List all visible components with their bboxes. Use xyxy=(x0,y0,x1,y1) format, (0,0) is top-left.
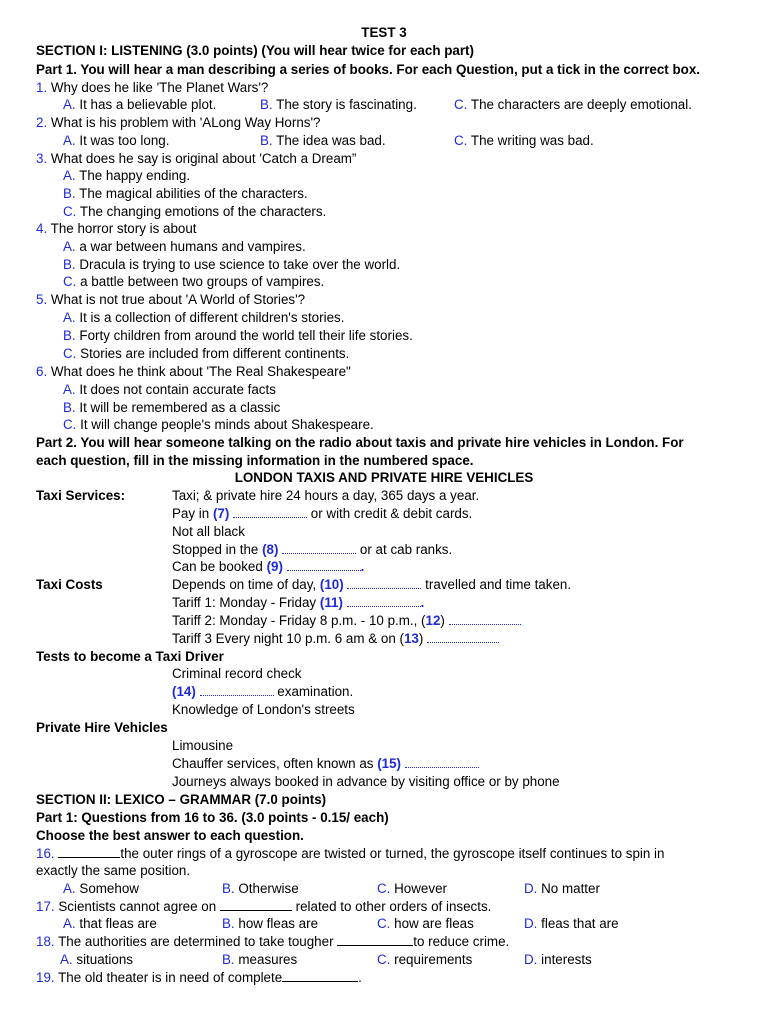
option-text: It does not contain accurate facts xyxy=(79,382,276,397)
blank-7-field[interactable] xyxy=(233,507,307,518)
part2-heading-line2: each question, fill in the missing information in the numbered space. xyxy=(36,453,474,468)
question-text: The old theater is in need of complete xyxy=(58,970,283,985)
part2-heading-line1: Part 2. You will hear someone talking on the radio about taxis and private hire vehicles in London. For xyxy=(36,435,684,450)
blank-9-field[interactable] xyxy=(287,560,361,571)
option-letter: C. xyxy=(63,346,77,361)
blank-number-10: (10) xyxy=(319,577,344,592)
taxi-services-line1: Taxi; & private hire 24 hours a day, 365 days a year. xyxy=(172,488,480,503)
option-text: Otherwise xyxy=(238,881,299,896)
option-16c[interactable] xyxy=(377,880,447,897)
question-text: related to other orders of insects. xyxy=(291,899,492,914)
blank-number-15: (15) xyxy=(377,756,402,771)
private-hire-line1: Limousine xyxy=(172,738,234,753)
blank-16-field[interactable] xyxy=(58,846,120,858)
text: or with credit & debit cards. xyxy=(307,506,473,521)
option-18a[interactable] xyxy=(60,951,133,968)
question-6 xyxy=(36,363,351,380)
option-letter: B. xyxy=(222,916,235,931)
option-text: a war between humans and vampires. xyxy=(79,239,306,254)
option-17d[interactable] xyxy=(524,915,619,932)
question-number: 6. xyxy=(36,364,48,379)
option-4c[interactable] xyxy=(63,273,324,290)
option-text: However xyxy=(394,881,447,896)
option-text: The writing was bad. xyxy=(470,133,594,148)
blank-14-line xyxy=(172,683,353,700)
blank-8-field[interactable] xyxy=(282,543,356,554)
option-4b[interactable] xyxy=(63,256,400,273)
option-letter: B. xyxy=(222,881,235,896)
blank-number-14: (14) xyxy=(172,684,196,699)
blank-10-line xyxy=(172,576,571,593)
option-letter: A. xyxy=(63,310,76,325)
question-16-cont: exactly the same position. xyxy=(36,863,191,878)
text: Pay in xyxy=(172,506,213,521)
option-16b[interactable] xyxy=(222,880,299,897)
question-number: 5. xyxy=(36,292,48,307)
blank-number-7: (7) xyxy=(212,506,230,521)
question-2 xyxy=(36,114,320,131)
text: examination. xyxy=(277,684,354,699)
question-18 xyxy=(36,933,509,950)
question-3 xyxy=(36,150,356,167)
blank-14-field[interactable] xyxy=(200,685,274,696)
text: Stopped in the xyxy=(172,542,263,557)
question-number: 2. xyxy=(36,115,48,130)
blank-19-field[interactable] xyxy=(282,970,358,982)
question-17 xyxy=(36,898,491,915)
text: travelled and time taken. xyxy=(421,577,572,592)
question-number: 4. xyxy=(36,221,48,236)
option-16d[interactable] xyxy=(524,880,600,897)
option-letter: A. xyxy=(63,97,76,112)
option-text: The idea was bad. xyxy=(276,133,386,148)
option-text: fleas that are xyxy=(541,916,619,931)
question-number: 1. xyxy=(36,80,48,95)
option-text: Dracula is trying to use science to take over the world. xyxy=(79,257,401,272)
option-text: It was too long. xyxy=(79,133,170,148)
option-letter: A. xyxy=(63,239,76,254)
option-letter: C. xyxy=(63,417,77,432)
option-text: The changing emotions of the characters. xyxy=(79,204,327,219)
option-text: measures xyxy=(238,952,298,967)
tests-line3: Knowledge of London's streets xyxy=(172,702,355,717)
option-6c[interactable] xyxy=(63,416,374,433)
option-letter: C. xyxy=(377,881,391,896)
question-1 xyxy=(36,79,268,96)
option-18b[interactable] xyxy=(222,951,297,968)
option-letter: B. xyxy=(222,952,235,967)
option-text: that fleas are xyxy=(79,916,157,931)
section1-heading: SECTION I: LISTENING (3.0 points) (You will hear twice for each part) xyxy=(36,43,474,58)
option-18c[interactable] xyxy=(377,951,472,968)
text: Can be booked xyxy=(172,559,267,574)
blank-12-line xyxy=(172,612,521,629)
blank-13-line xyxy=(172,630,499,647)
blank-number-11: (11) xyxy=(319,595,343,610)
option-letter: B. xyxy=(63,186,76,201)
option-text: The happy ending. xyxy=(79,168,191,183)
option-letter: A. xyxy=(63,881,76,896)
blank-13-field[interactable] xyxy=(427,632,499,643)
option-text: situations xyxy=(76,952,133,967)
option-17b[interactable] xyxy=(222,915,318,932)
option-5a[interactable] xyxy=(63,309,344,326)
question-5 xyxy=(36,291,305,308)
option-letter: A. xyxy=(63,168,76,183)
option-18d[interactable] xyxy=(524,951,592,968)
blank-number-9: (9) xyxy=(266,559,283,574)
option-letter: C. xyxy=(454,133,468,148)
text: Depends on time of day, xyxy=(172,577,320,592)
option-text: It will change people's minds about Shakespeare. xyxy=(80,417,374,432)
option-text: requirements xyxy=(394,952,473,967)
option-6a[interactable] xyxy=(63,381,276,398)
question-16 xyxy=(36,845,664,862)
option-letter: D. xyxy=(524,881,538,896)
table-title: LONDON TAXIS AND PRIVATE HIRE VEHICLES xyxy=(234,470,534,485)
blank-number-13: 13 xyxy=(403,631,419,646)
option-letter: D. xyxy=(524,916,538,931)
option-4a[interactable] xyxy=(63,238,306,255)
text: Tariff 2: Monday - Friday 8 p.m. - 10 p.m., ( xyxy=(172,613,426,628)
option-1c[interactable] xyxy=(454,96,692,113)
tests-label: Tests to become a Taxi Driver xyxy=(36,649,224,664)
private-hire-line3: Journeys always booked in advance by visiting office or by phone xyxy=(172,774,560,789)
section2-part1-heading: Part 1: Questions from 16 to 36. (3.0 points - 0.15/ each) xyxy=(36,810,389,825)
blank-17-field[interactable] xyxy=(220,899,292,911)
question-number: 17. xyxy=(36,899,55,914)
option-letter: C. xyxy=(63,204,77,219)
taxi-costs-label: Taxi Costs xyxy=(36,577,103,592)
blank-10-field[interactable] xyxy=(347,578,421,589)
blank-11-field[interactable] xyxy=(347,596,421,607)
section2-instruction: Choose the best answer to each question. xyxy=(36,828,304,843)
question-text: the outer rings of a gyroscope are twisted or turned, the gyroscope itself continues to spin in xyxy=(120,846,665,861)
option-3b[interactable] xyxy=(63,185,308,202)
option-letter: B. xyxy=(260,133,273,148)
question-text: The horror story is about xyxy=(50,221,197,236)
tests-line1: Criminal record check xyxy=(172,666,302,681)
blank-15-field[interactable] xyxy=(405,757,479,768)
option-letter: D. xyxy=(524,952,538,967)
option-letter: A. xyxy=(60,952,73,967)
question-text: . xyxy=(358,970,362,985)
text: ) xyxy=(440,613,445,628)
option-17a[interactable] xyxy=(63,915,157,932)
option-letter: A. xyxy=(63,382,76,397)
option-text: how fleas are xyxy=(238,916,319,931)
option-text: It is a collection of different children's stories. xyxy=(79,310,345,325)
option-text: It has a believable plot. xyxy=(79,97,217,112)
blank-15-line xyxy=(172,755,479,772)
option-letter: A. xyxy=(63,916,76,931)
text: Chauffer services, often known as xyxy=(172,756,378,771)
text: ) xyxy=(418,631,424,646)
part1-heading: Part 1. You will hear a man describing a series of books. For each Question, put a tick in the correct box. xyxy=(36,62,701,77)
option-3a[interactable] xyxy=(63,167,190,184)
option-text: Stories are included from different continents. xyxy=(80,346,350,361)
option-text: The characters are deeply emotional. xyxy=(470,97,692,112)
option-1a[interactable] xyxy=(63,96,216,113)
blank-8-line xyxy=(172,541,452,558)
text: . xyxy=(360,559,365,574)
option-16a[interactable] xyxy=(63,880,139,897)
question-number: 3. xyxy=(36,151,48,166)
question-number: 18. xyxy=(36,934,55,949)
text: or at cab ranks. xyxy=(356,542,453,557)
option-6b[interactable] xyxy=(63,399,280,416)
option-letter: C. xyxy=(377,952,391,967)
question-text: What is not true about 'A World of Stories'? xyxy=(50,292,306,307)
taxi-services-label: Taxi Services: xyxy=(36,488,126,503)
blank-number-12: 12 xyxy=(425,613,441,628)
option-text: No matter xyxy=(541,881,600,896)
option-letter: C. xyxy=(377,916,391,931)
option-3c[interactable] xyxy=(63,203,326,220)
option-1b[interactable] xyxy=(260,96,417,113)
blank-18-field[interactable] xyxy=(337,934,413,946)
question-19 xyxy=(36,969,362,986)
option-letter: B. xyxy=(260,97,273,112)
option-letter: A. xyxy=(63,133,76,148)
option-17c[interactable] xyxy=(377,915,474,932)
option-text: interests xyxy=(541,952,592,967)
question-text: The authorities are determined to take tougher xyxy=(58,934,338,949)
option-2b[interactable] xyxy=(260,132,386,149)
taxi-services-line3: Not all black xyxy=(172,524,245,539)
option-5b[interactable] xyxy=(63,327,413,344)
option-text: The magical abilities of the characters. xyxy=(79,186,308,201)
question-text: What does he think about 'The Real Shakespeare" xyxy=(50,364,351,379)
text: Tariff 1: Monday - Friday xyxy=(172,595,320,610)
option-text: It will be remembered as a classic xyxy=(79,400,281,415)
page-title: TEST 3 xyxy=(361,25,407,40)
question-number: 19. xyxy=(36,970,55,985)
question-text: What is his problem with 'ALong Way Horns'? xyxy=(50,115,321,130)
option-text: how are fleas xyxy=(394,916,474,931)
question-text: Why does he like 'The Planet Wars'? xyxy=(50,80,269,95)
question-text: to reduce crime. xyxy=(413,934,510,949)
option-letter: C. xyxy=(63,274,77,289)
option-letter: B. xyxy=(63,257,76,272)
question-number: 16. xyxy=(36,846,55,861)
blank-11-line xyxy=(172,594,424,611)
text: Tariff 3 Every night 10 p.m. 6 am & on ( xyxy=(172,631,404,646)
option-letter: B. xyxy=(63,328,76,343)
option-2c[interactable] xyxy=(454,132,594,149)
blank-12-field[interactable] xyxy=(449,614,521,625)
option-text: a battle between two groups of vampires. xyxy=(80,274,325,289)
blank-number-8: (8) xyxy=(262,542,279,557)
option-letter: B. xyxy=(63,400,76,415)
option-text: The story is fascinating. xyxy=(276,97,417,112)
text: . xyxy=(420,595,425,610)
option-text: Forty children from around the world tell their life stories. xyxy=(79,328,413,343)
blank-7-line xyxy=(172,505,472,522)
option-5c[interactable] xyxy=(63,345,349,362)
question-text: What does he say is original about 'Catch a Dream” xyxy=(50,151,357,166)
option-text: Somehow xyxy=(79,881,139,896)
question-text: Scientists cannot agree on xyxy=(58,899,220,914)
private-hire-label: Private Hire Vehicles xyxy=(36,720,168,735)
blank-9-line xyxy=(172,558,364,575)
option-2a[interactable] xyxy=(63,132,169,149)
option-letter: C. xyxy=(454,97,468,112)
section2-heading: SECTION II: LEXICO – GRAMMAR (7.0 points) xyxy=(36,792,327,807)
question-4 xyxy=(36,220,197,237)
